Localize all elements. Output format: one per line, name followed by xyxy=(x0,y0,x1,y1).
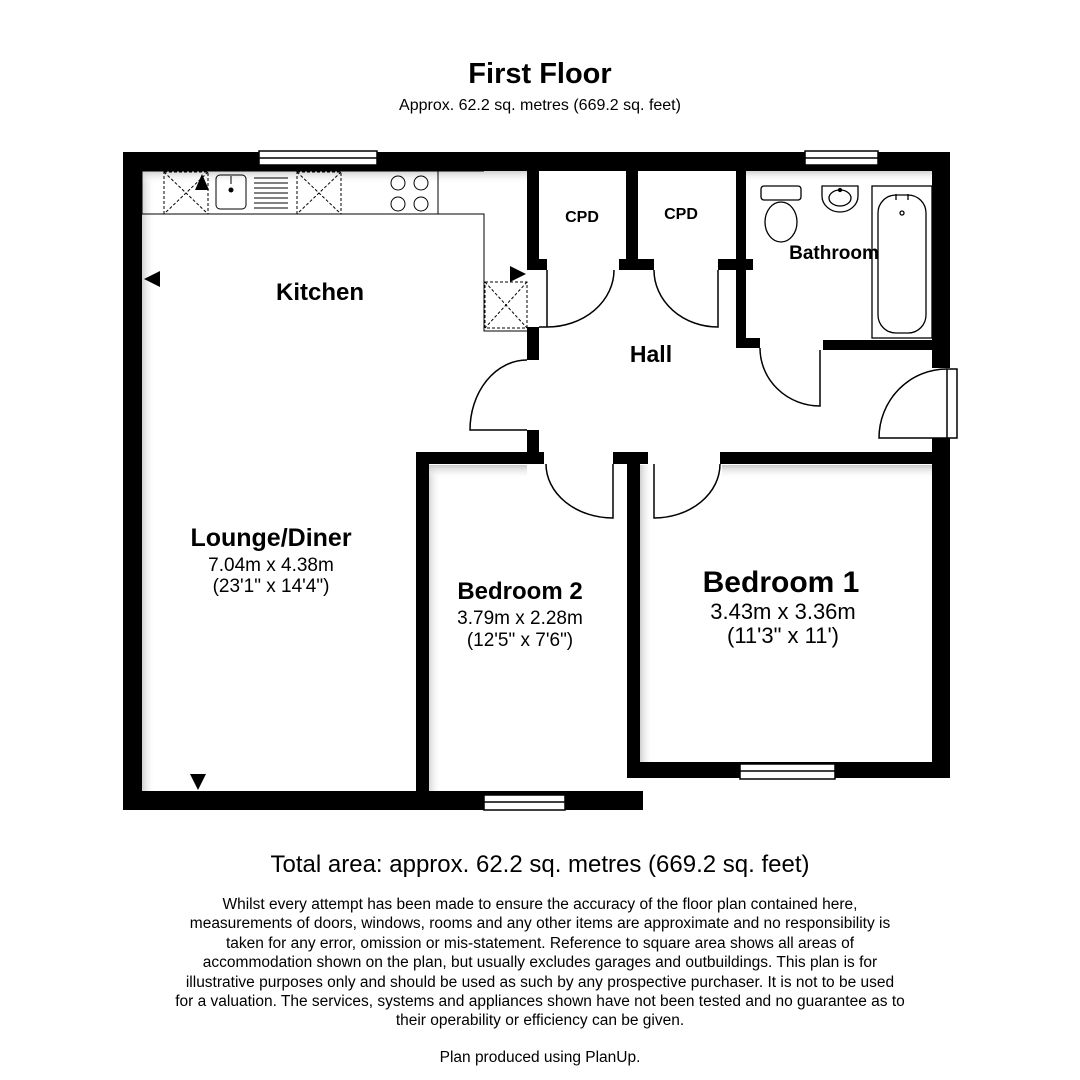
room-labels xyxy=(190,206,878,651)
door-cpd1 xyxy=(539,270,614,327)
room-bedroom1-metric: 3.43m x 3.36m xyxy=(710,599,856,624)
plan-title: First Floor xyxy=(468,58,612,90)
disclaimer-text: Whilst every attempt has been made to ensure the accuracy of the floor plan contained here, measurements of doors, windows, rooms and any other items are approximate and no responsibility is taken for any error, omission or mis-statement. Reference to square area shows all areas of accommodation shown on the plan, but usually excludes garages and outbuildings. This plan is for illustrative purposes only and should be used as such by any prospective purchaser. It is not to be used for a valuation. The services, systems and appliances shown have not been tested and no guarantee as to their operability or efficiency can be given. xyxy=(175,896,905,1030)
basin-icon xyxy=(822,186,858,212)
room-cpd2-label: CPD xyxy=(664,206,698,223)
direction-markers xyxy=(144,174,526,790)
total-area: Total area: approx. 62.2 sq. metres (669.2 sq. feet) xyxy=(270,851,810,878)
toilet-icon xyxy=(761,186,801,242)
door-cpd2 xyxy=(654,270,718,327)
room-bedroom2-label: Bedroom 2 xyxy=(457,578,583,605)
room-lounge-label: Lounge/Diner xyxy=(190,524,352,552)
room-hall-label: Hall xyxy=(629,341,673,367)
door-bathroom xyxy=(760,348,820,406)
arrow-down-icon xyxy=(190,774,206,790)
room-lounge-metric: 7.04m x 4.38m xyxy=(208,555,334,576)
plan-subtitle: Approx. 62.2 sq. metres (669.2 sq. feet) xyxy=(399,97,681,114)
room-lounge-imperial: (23'1" x 14'4") xyxy=(212,576,330,597)
room-kitchen-label: Kitchen xyxy=(275,279,365,306)
room-bedroom2-metric: 3.79m x 2.28m xyxy=(457,608,583,629)
room-bathroom-label: Bathroom xyxy=(789,243,879,264)
drainer-icon xyxy=(254,178,288,208)
room-cpd1-label: CPD xyxy=(565,209,599,226)
kitchen-fittings xyxy=(142,171,527,331)
doors xyxy=(470,270,947,518)
room-bedroom1-imperial: (11'3" x 11') xyxy=(727,623,839,648)
door-bedroom1 xyxy=(654,464,720,518)
front-door-frame xyxy=(947,369,957,438)
bath-icon xyxy=(872,186,932,338)
arrow-right-icon xyxy=(510,266,526,282)
room-bedroom2-imperial: (12'5" x 7'6") xyxy=(466,630,574,651)
producer-credit: Plan produced using PlanUp. xyxy=(439,1049,641,1066)
door-lounge xyxy=(470,360,527,430)
room-bedroom1-label: Bedroom 1 xyxy=(702,566,860,599)
door-bedroom2 xyxy=(546,464,613,518)
door-front xyxy=(879,369,947,438)
